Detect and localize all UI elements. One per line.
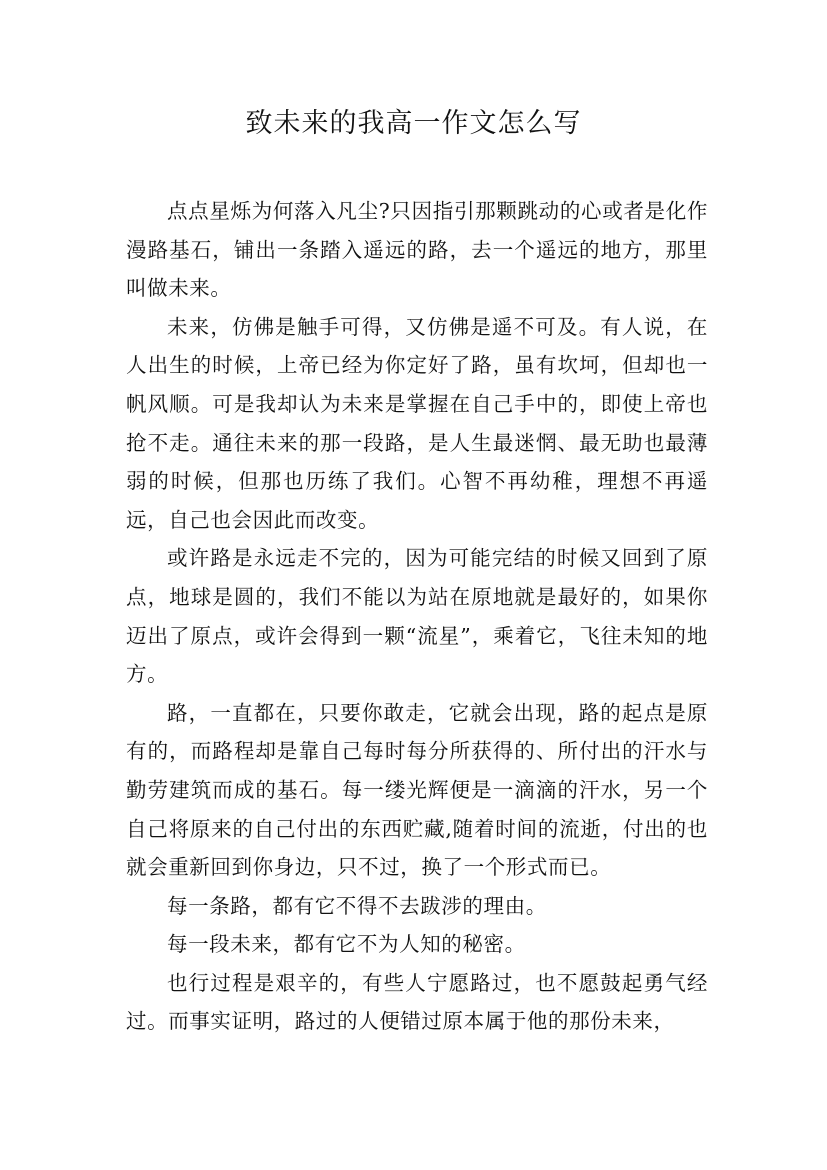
paragraph-6: 每一段未来，都有它不为人知的秘密。: [167, 932, 526, 957]
paragraph-3: 或许路是永远走不完的，因为可能完结的时候又回到了原点，地球是圆的，我们不能以为站在原地就是最好的，如果你迈出了原点，或许会得到一颗“流星”，乘着它，飞往未知的地方。: [126, 546, 708, 687]
paragraph-2: 未来，仿佛是触手可得，又仿佛是遥不可及。有人说，在人出生的时候，上帝已经为你定好了路，虽有坎坷，但却也一帆风顺。可是我却认为未来是掌握在自己手中的，即使上帝也抢不走。通往未来的那一段路，是人生最迷惘、最无助也最薄弱的时候，但那也历练了我们。心智不再幼稚，理想不再遥远，自己也会因此而改变。: [126, 314, 708, 532]
page-title: 致未来的我高一作文怎么写: [245, 108, 582, 139]
paragraph-4: 路，一直都在，只要你敢走，它就会出现，路的起点是原有的，而路程却是靠自己每时每分所获得的、所付出的汗水与勤劳建筑而成的基石。每一缕光辉便是一滴滴的汗水，另一个自己将原来的自己付出的东西贮藏,随着时间的流逝，付出的也就会重新回到你身边，只不过，换了一个形式而已。: [126, 700, 708, 880]
paragraph-1: 点点星烁为何落入凡尘?只因指引那颗跳动的心或者是化作漫路基石，铺出一条踏入遥远的路，去一个遥远的地方，那里叫做未来。: [126, 199, 708, 301]
paragraph-5: 每一条路，都有它不得不去跋涉的理由。: [167, 893, 547, 918]
essay-body: [126, 192, 708, 1041]
paragraph-7: 也行过程是艰辛的，有些人宁愿路过，也不愿鼓起勇气经过。而事实证明，路过的人便错过原本属于他的那份未来，: [126, 970, 708, 1034]
